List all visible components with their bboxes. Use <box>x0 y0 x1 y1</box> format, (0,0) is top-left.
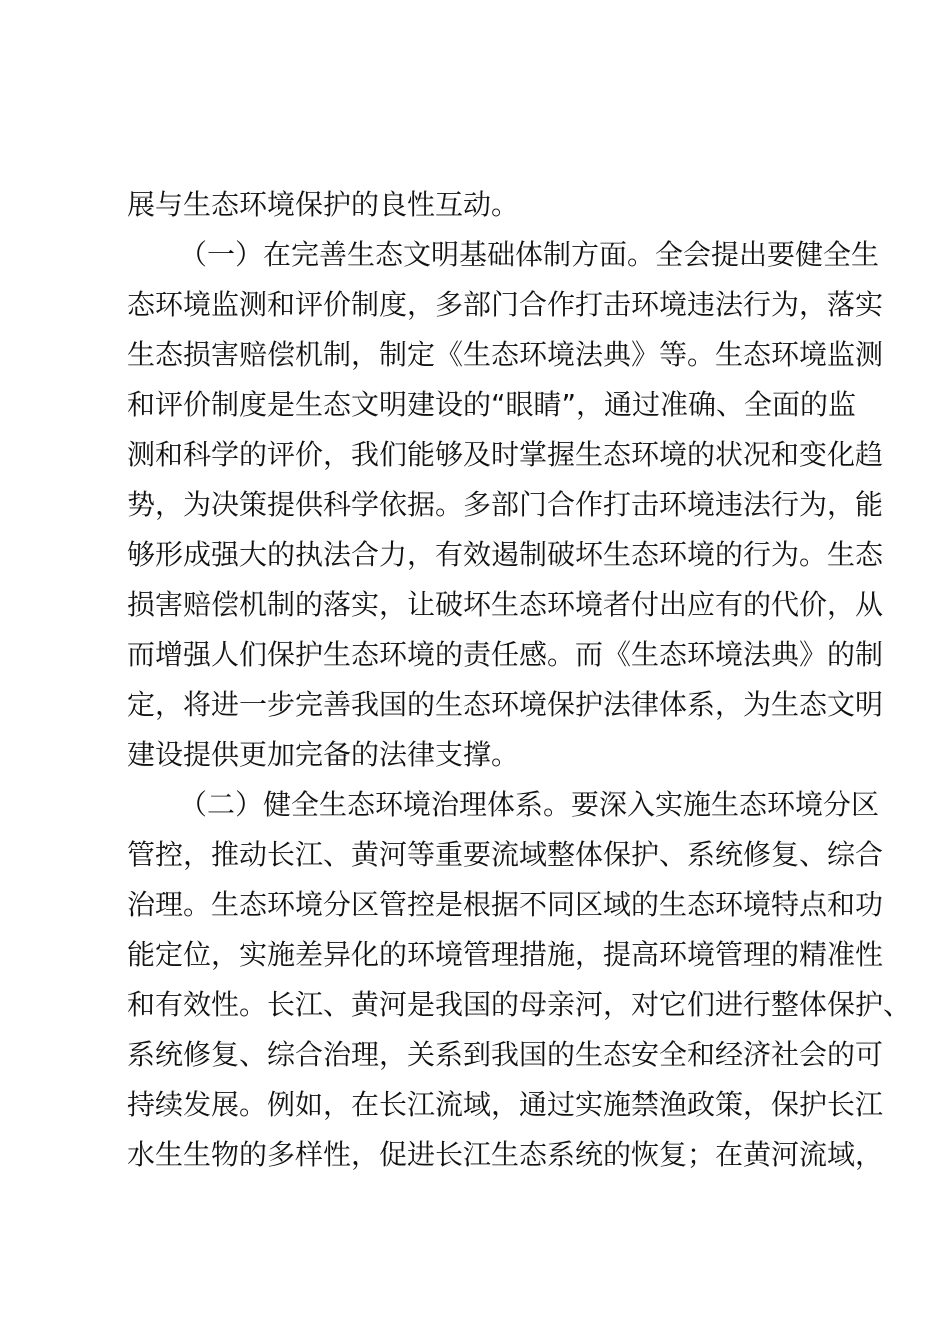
paragraph-line: 态环境监测和评价制度，多部门合作打击环境违法行为，落实 <box>127 288 884 321</box>
paragraph-line: 生态损害赔偿机制，制定《生态环境法典》等。生态环境监测 <box>127 338 884 371</box>
paragraph-line: 管控，推动长江、黄河等重要流域整体保护、系统修复、综合 <box>127 838 884 871</box>
paragraph-line: 够形成强大的执法合力，有效遏制破坏生态环境的行为。生态 <box>127 538 884 571</box>
paragraph-line: 展与生态环境保护的良性互动。 <box>127 188 520 221</box>
paragraph-line: 持续发展。例如，在长江流域，通过实施禁渔政策，保护长江 <box>127 1088 884 1121</box>
paragraph-line: 系统修复、综合治理，关系到我国的生态安全和经济社会的可 <box>127 1038 884 1071</box>
paragraph-line: 建设提供更加完备的法律支撑。 <box>127 738 520 771</box>
paragraph-line: 测和科学的评价，我们能够及时掌握生态环境的状况和变化趋 <box>127 438 884 471</box>
paragraph-line: （一）在完善生态文明基础体制方面。全会提出要健全生 <box>179 238 880 271</box>
paragraph-line: 而增强人们保护生态环境的责任感。而《生态环境法典》的制 <box>127 638 884 671</box>
paragraph-line: 治理。生态环境分区管控是根据不同区域的生态环境特点和功 <box>127 888 884 921</box>
paragraph-line: 定，将进一步完善我国的生态环境保护法律体系，为生态文明 <box>127 688 884 721</box>
paragraph-line: 水生生物的多样性，促进长江生态系统的恢复；在黄河流域， <box>127 1138 884 1171</box>
paragraph-line: 损害赔偿机制的落实，让破坏生态环境者付出应有的代价，从 <box>127 588 884 621</box>
paragraph-line: 势，为决策提供科学依据。多部门合作打击环境违法行为，能 <box>127 488 884 521</box>
paragraph-line: 和有效性。长江、黄河是我国的母亲河，对它们进行整体保护、 <box>127 988 912 1021</box>
paragraph-line: 和评价制度是生态文明建设的“眼睛”，通过准确、全面的监 <box>127 388 857 421</box>
paragraph-line: （二）健全生态环境治理体系。要深入实施生态环境分区 <box>179 788 880 821</box>
paragraph-line: 能定位，实施差异化的环境管理措施，提高环境管理的精准性 <box>127 938 884 971</box>
